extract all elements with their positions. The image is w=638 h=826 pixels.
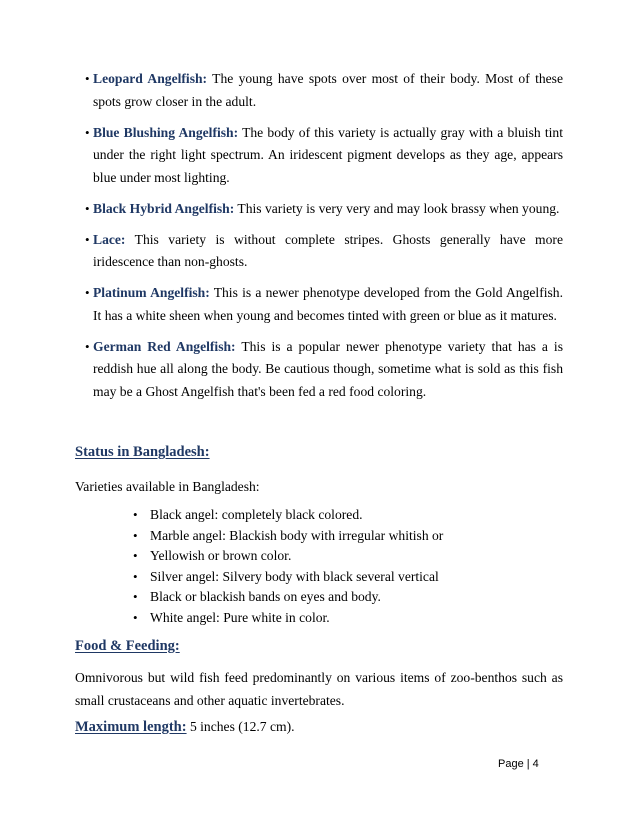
bullet-icon: • bbox=[85, 200, 90, 216]
angelfish-variety-list bbox=[85, 68, 563, 412]
bd-item-text: Black angel: completely black colored. bbox=[150, 507, 363, 522]
max-length-value: 5 inches (12.7 cm). bbox=[186, 719, 295, 734]
variety-item-german-red bbox=[85, 336, 563, 404]
variety-description: The young have spots over most of their body. Most of these spots grow closer in the adult. bbox=[93, 71, 563, 109]
bullet-icon: • bbox=[133, 527, 138, 543]
food-heading: Food & Feeding: bbox=[75, 638, 180, 654]
bd-item-text: Marble angel: Blackish body with irregular whitish or bbox=[150, 527, 444, 543]
variety-name: German Red Angelfish: bbox=[93, 338, 236, 354]
bd-item-text: White angel: Pure white in color. bbox=[150, 609, 330, 625]
variety-name: Lace: bbox=[93, 231, 126, 247]
bd-list-item bbox=[133, 546, 550, 567]
variety-description: This variety is very very and may look brassy when young. bbox=[234, 200, 560, 216]
variety-item-black-hybrid bbox=[85, 198, 563, 221]
max-length-label: Maximum length: bbox=[75, 719, 187, 735]
variety-name: Black Hybrid Angelfish: bbox=[93, 200, 235, 216]
variety-description: The body of this variety is actually gray with a bluish tint under the right light spectrum. An iridescent pigment develops as they age, appears blue under most lighting. bbox=[93, 124, 563, 185]
bd-list-item bbox=[133, 587, 550, 608]
bullet-icon: • bbox=[85, 231, 90, 247]
bangladesh-variety-list bbox=[133, 505, 550, 628]
variety-name: Platinum Angelfish: bbox=[93, 285, 210, 300]
variety-description: This is a popular newer phenotype variety that has a is reddish hue all along the body. Be cautious though, sometime what is sold as this fish may be a Ghost Angelfish that's been fed a red food coloring. bbox=[93, 338, 563, 399]
status-intro: Varieties available in Bangladesh: bbox=[75, 479, 260, 494]
variety-item-platinum bbox=[85, 282, 563, 327]
variety-item-leopard bbox=[85, 68, 563, 113]
variety-item-lace bbox=[85, 229, 563, 274]
bullet-icon: • bbox=[85, 71, 90, 86]
bullet-icon: • bbox=[85, 285, 90, 300]
bd-list-item bbox=[133, 505, 550, 526]
bd-list-item bbox=[133, 608, 550, 629]
bullet-icon: • bbox=[133, 548, 138, 563]
bullet-icon: • bbox=[85, 338, 90, 354]
bd-item-text: Silver angel: Silvery body with black several vertical bbox=[150, 568, 439, 584]
bullet-icon: • bbox=[85, 124, 90, 140]
food-paragraph: Omnivorous but wild fish feed predominantly on various items of zoo-benthos such as small crustaceans and other aquatic invertebrates. bbox=[75, 670, 563, 708]
bd-item-text: Black or blackish bands on eyes and body. bbox=[150, 589, 381, 604]
variety-description: This is a newer phenotype developed from the Gold Angelfish. It has a white sheen when young and becomes tinted with green or blue as it matures. bbox=[93, 285, 563, 323]
max-length-line bbox=[75, 716, 295, 738]
page-number-footer: Page | 4 bbox=[498, 758, 539, 770]
bullet-icon: • bbox=[133, 507, 138, 522]
bullet-icon: • bbox=[133, 568, 138, 584]
bullet-icon: • bbox=[133, 609, 138, 625]
bd-list-item bbox=[133, 567, 550, 588]
bd-list-item bbox=[133, 526, 550, 547]
bd-item-text: Yellowish or brown color. bbox=[150, 548, 292, 563]
variety-description: This variety is without complete stripes. Ghosts generally have more iridescence than non-ghosts. bbox=[93, 231, 563, 269]
variety-name: Leopard Angelfish: bbox=[93, 71, 208, 86]
variety-name: Blue Blushing Angelfish: bbox=[93, 124, 239, 140]
variety-item-blue-blushing bbox=[85, 122, 563, 190]
bullet-icon: • bbox=[133, 589, 138, 604]
status-heading: Status in Bangladesh: bbox=[75, 444, 210, 460]
